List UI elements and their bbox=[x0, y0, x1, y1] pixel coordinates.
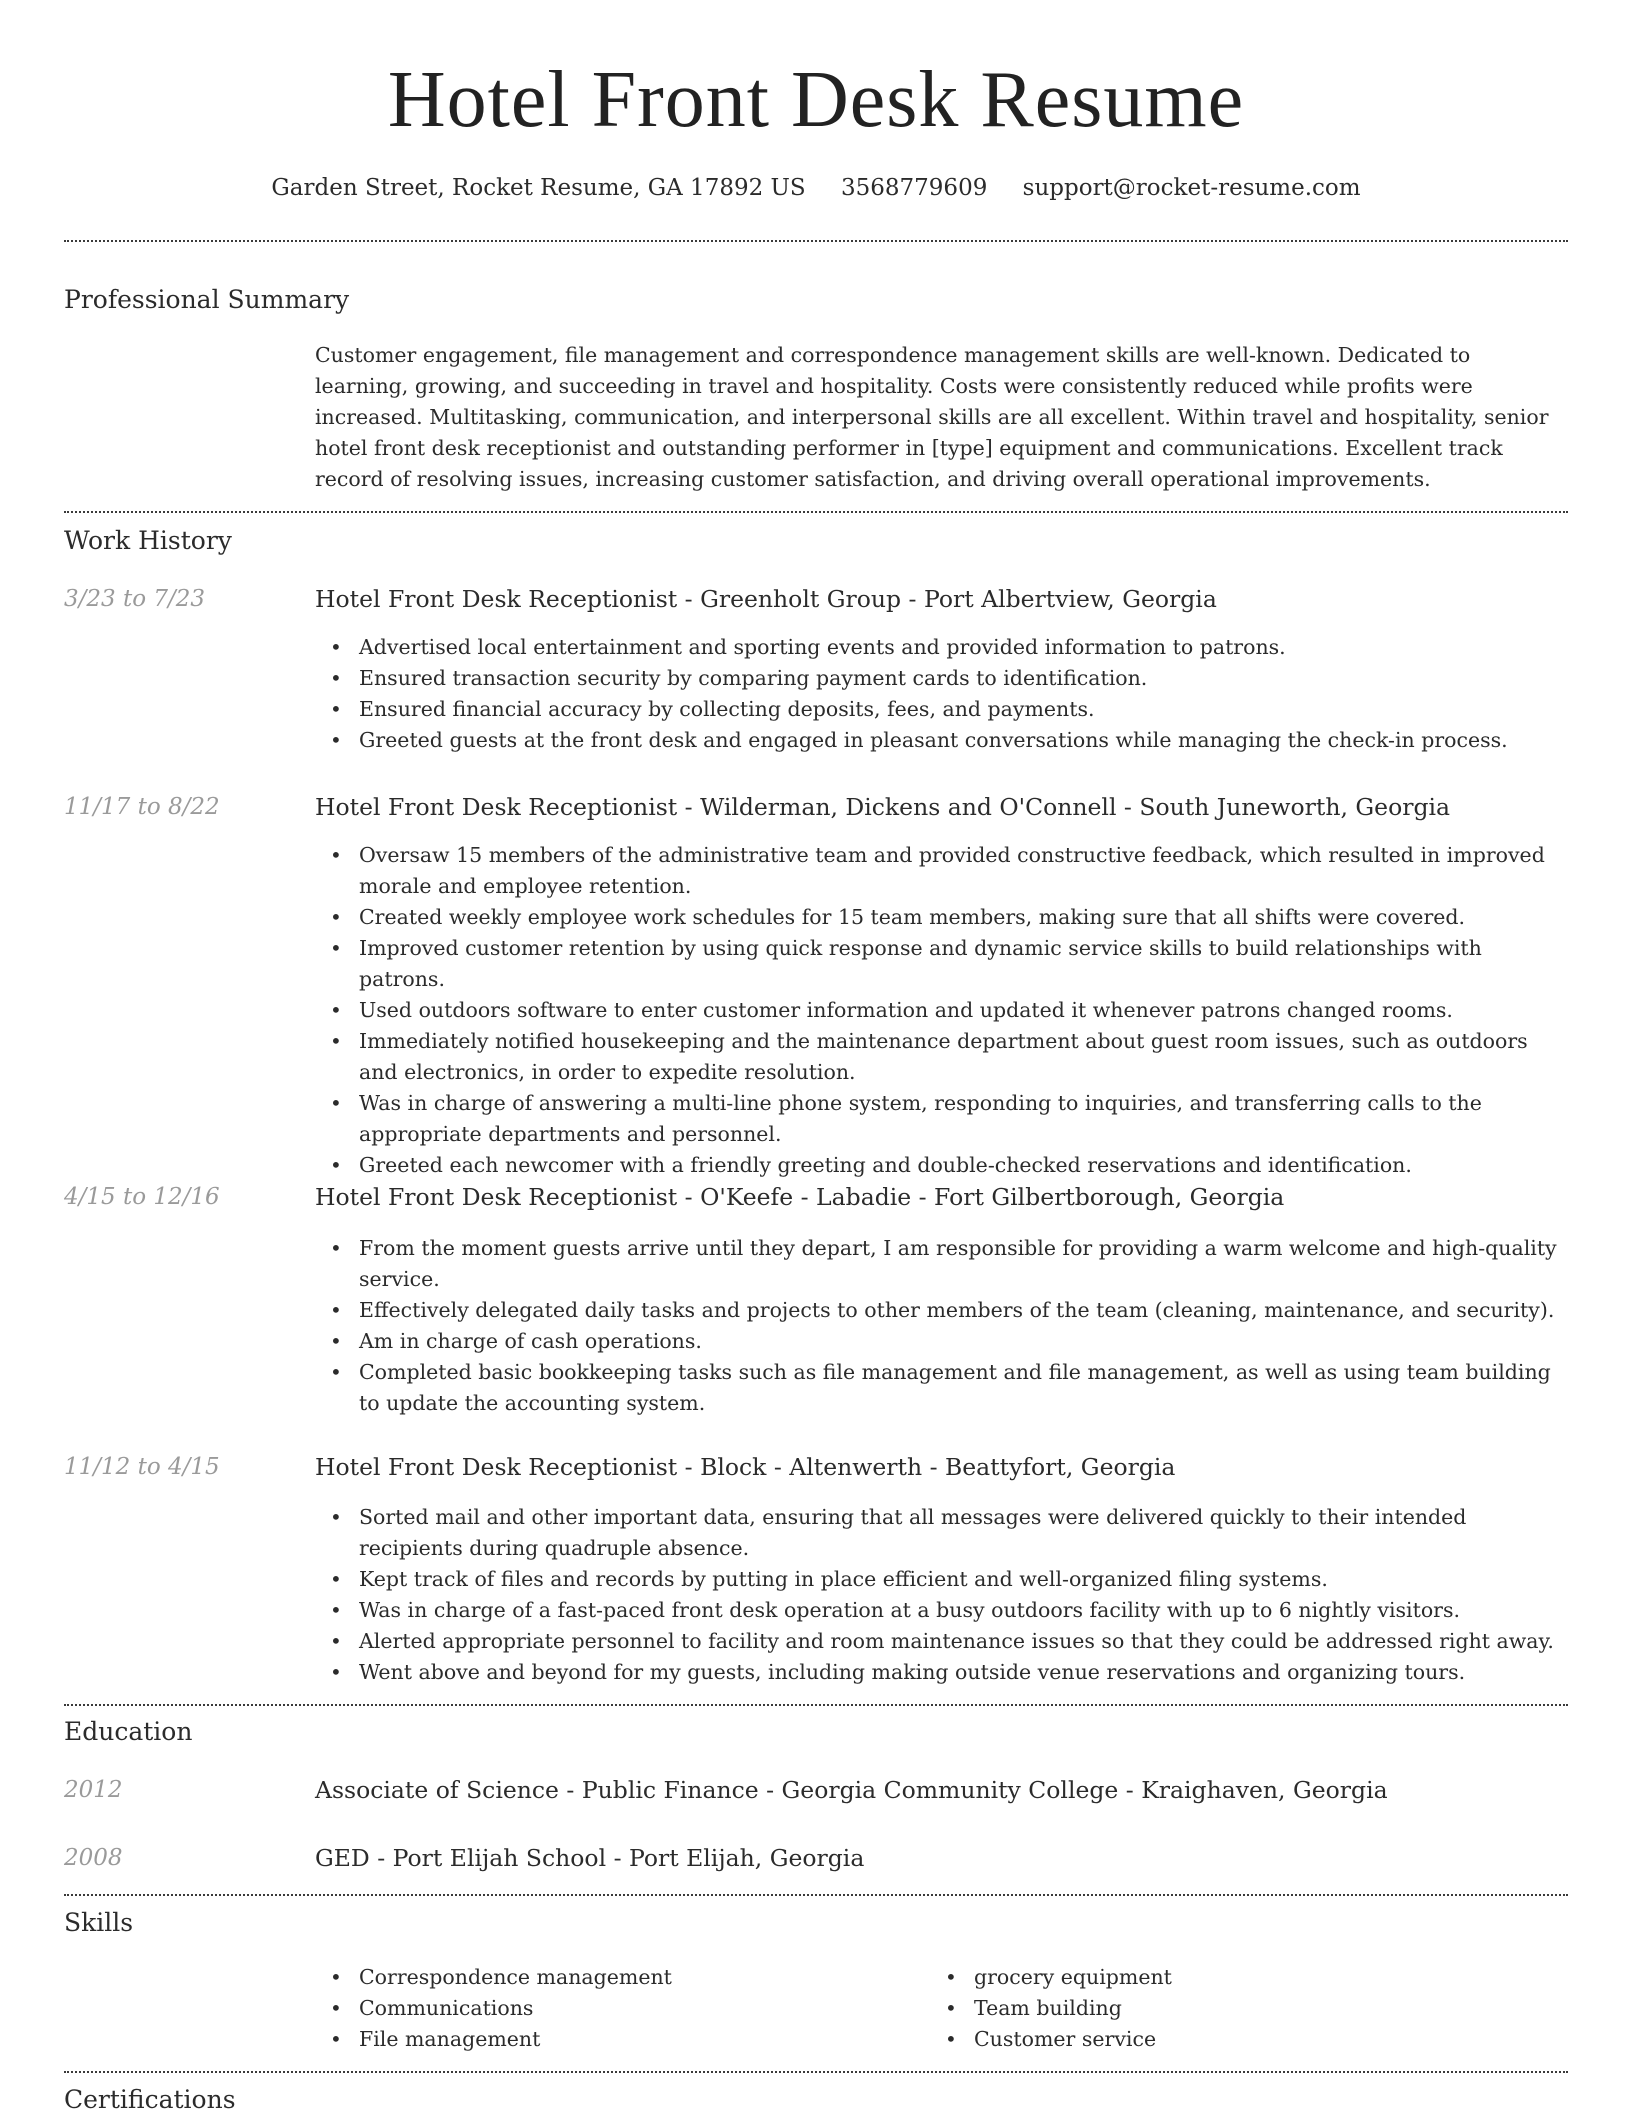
job-bullet: • Immediately notified housekeeping and the maintenance department about guest room issues, such as outdoors and electronics, in order to expedite resolution. bbox=[315, 1026, 1568, 1088]
job-bullet: • Ensured transaction security by comparing payment cards to identification. bbox=[315, 663, 1568, 694]
skills-list-left bbox=[315, 1962, 875, 2055]
job-bullet: • Advertised local entertainment and sporting events and provided information to patrons. bbox=[315, 632, 1568, 663]
job-bullet: • Kept track of files and records by putting in place efficient and well-organized filing systems. bbox=[315, 1564, 1568, 1595]
summary-heading: Professional Summary bbox=[64, 285, 350, 314]
job-bullet: • Completed basic bookkeeping tasks such as file management and file management, as well as using team building to update the accounting system. bbox=[315, 1357, 1568, 1419]
education-date: 2008 bbox=[64, 1845, 123, 1871]
job-date: 11/12 to 4/15 bbox=[64, 1454, 220, 1480]
skills-list-right bbox=[930, 1962, 1490, 2055]
job-bullet: • Sorted mail and other important data, ensuring that all messages were delivered quickly to their intended recipients during quadruple absence. bbox=[315, 1502, 1568, 1564]
job-bullet: • Was in charge of a fast-paced front desk operation at a busy outdoors facility with up to 6 nightly visitors. bbox=[315, 1595, 1568, 1626]
contact-line bbox=[0, 172, 1632, 204]
job-bullet: • Am in charge of cash operations. bbox=[315, 1326, 1568, 1357]
skill-item: • grocery equipment bbox=[930, 1962, 1490, 1993]
job-bullet: • Was in charge of answering a multi-line phone system, responding to inquiries, and transferring calls to the appropriate departments and personnel. bbox=[315, 1088, 1568, 1150]
section-divider bbox=[64, 240, 1568, 242]
job-bullet: • Used outdoors software to enter customer information and updated it whenever patrons changed rooms. bbox=[315, 995, 1568, 1026]
contact-address: Garden Street, Rocket Resume, GA 17892 US bbox=[271, 175, 806, 201]
section-divider bbox=[64, 511, 1568, 513]
job-bullet: • Ensured financial accuracy by collecting deposits, fees, and payments. bbox=[315, 694, 1568, 725]
skill-item: • Communications bbox=[315, 1993, 875, 2024]
job-bullet: • Effectively delegated daily tasks and projects to other members of the team (cleaning, maintenance, and security). bbox=[315, 1295, 1568, 1326]
job-bullet: • Created weekly employee work schedules for 15 team members, making sure that all shifts were covered. bbox=[315, 902, 1568, 933]
skill-item: • File management bbox=[315, 2024, 875, 2055]
job-bullets bbox=[315, 1502, 1568, 1688]
job-bullets bbox=[315, 1233, 1568, 1419]
skill-item: • Customer service bbox=[930, 2024, 1490, 2055]
summary-text: Customer engagement, file management and correspondence management skills are well-known. Dedicated to learning, growing, and succeeding in travel and hospitality. Costs were consistently reduced while profits were increased. Multitasking, communication, and interpersonal skills are all excellent. Within travel and hospitality, senior hotel front desk receptionist and outstanding performer in [type] equipment and communications. Excellent track record of resolving issues, increasing customer satisfaction, and driving overall operational improvements. bbox=[315, 343, 1549, 491]
resume-title: Hotel Front Desk Resume bbox=[387, 56, 1245, 144]
contact-email[interactable]: support@rocket-resume.com bbox=[1022, 175, 1361, 201]
job-bullet: • Went above and beyond for my guests, including making outside venue reservations and organizing tours. bbox=[315, 1657, 1568, 1688]
certifications-heading: Certifications bbox=[64, 2085, 236, 2114]
section-divider bbox=[64, 1894, 1568, 1896]
work-history-heading: Work History bbox=[64, 526, 232, 555]
job-title: Hotel Front Desk Receptionist - O'Keefe - Labadie - Fort Gilbertborough, Georgia bbox=[315, 1183, 1285, 1211]
education-title: Associate of Science - Public Finance - Georgia Community College - Kraighaven, Georgia bbox=[315, 1776, 1388, 1804]
job-bullet: • From the moment guests arrive until they depart, I am responsible for providing a warm welcome and high-quality service. bbox=[315, 1233, 1568, 1295]
education-heading: Education bbox=[64, 1717, 193, 1746]
contact-phone: 3568779609 bbox=[841, 175, 988, 201]
job-date: 11/17 to 8/22 bbox=[64, 794, 220, 820]
job-bullet: • Improved customer retention by using quick response and dynamic service skills to build relationships with patrons. bbox=[315, 933, 1568, 995]
job-date: 3/23 to 7/23 bbox=[64, 586, 206, 612]
education-title: GED - Port Elijah School - Port Elijah, Georgia bbox=[315, 1844, 865, 1872]
job-date: 4/15 to 12/16 bbox=[64, 1184, 220, 1210]
job-title: Hotel Front Desk Receptionist - Block - Altenwerth - Beattyfort, Georgia bbox=[315, 1453, 1176, 1481]
job-title: Hotel Front Desk Receptionist - Greenholt Group - Port Albertview, Georgia bbox=[315, 585, 1217, 613]
education-date: 2012 bbox=[64, 1777, 123, 1803]
skills-heading: Skills bbox=[64, 1908, 134, 1937]
skill-item: • Correspondence management bbox=[315, 1962, 875, 1993]
job-title: Hotel Front Desk Receptionist - Wilderman, Dickens and O'Connell - South Juneworth, Georgia bbox=[315, 793, 1451, 821]
job-bullet: • Greeted each newcomer with a friendly greeting and double-checked reservations and identification. bbox=[315, 1150, 1568, 1181]
job-bullet: • Alerted appropriate personnel to facility and room maintenance issues so that they could be addressed right away. bbox=[315, 1626, 1568, 1657]
job-bullets bbox=[315, 632, 1568, 756]
job-bullets bbox=[315, 840, 1568, 1181]
section-divider bbox=[64, 2071, 1568, 2073]
job-bullet: • Greeted guests at the front desk and engaged in pleasant conversations while managing the check-in process. bbox=[315, 725, 1568, 756]
section-divider bbox=[64, 1704, 1568, 1706]
job-bullet: • Oversaw 15 members of the administrative team and provided constructive feedback, which resulted in improved morale and employee retention. bbox=[315, 840, 1568, 902]
skill-item: • Team building bbox=[930, 1993, 1490, 2024]
